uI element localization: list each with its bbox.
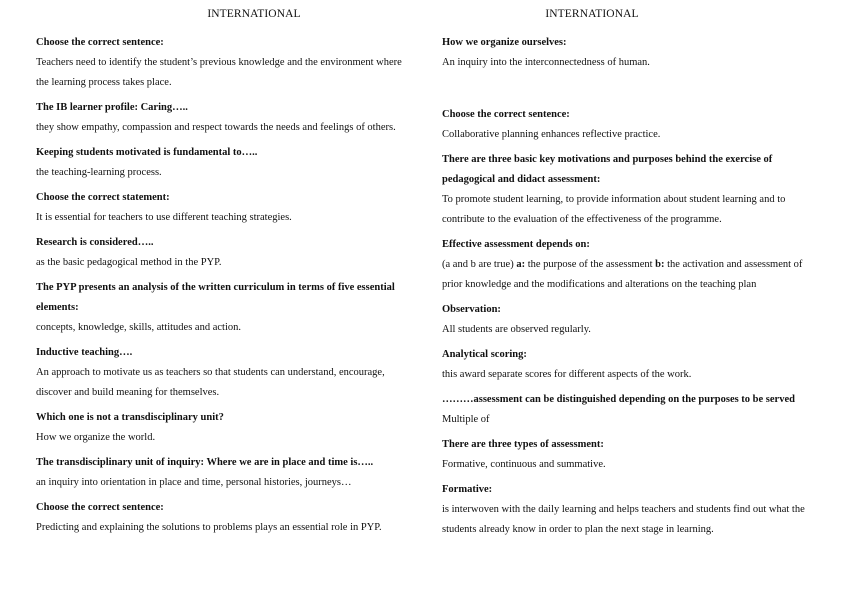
- answer-text: concepts, knowledge, skills, attitudes and action.: [36, 322, 241, 333]
- answer-text: How we organize the world.: [36, 432, 156, 443]
- question-text: Analytical scoring:: [442, 349, 527, 360]
- answer-text: [442, 255, 822, 295]
- question-text: There are three basic key motivations and purposes behind the exercise of pedagogical and didact assessment:: [442, 154, 773, 185]
- question-text: Which one is not a transdisciplinary unit?: [36, 412, 224, 423]
- answer-text: All students are observed regularly.: [442, 324, 591, 335]
- qa-item: [36, 408, 416, 448]
- answer-text: Predicting and explaining the solutions to problems plays an essential role in PYP.: [36, 522, 382, 533]
- question-text: How we organize ourselves:: [442, 37, 567, 48]
- question-text: Choose the correct sentence:: [36, 37, 164, 48]
- qa-item: [36, 453, 416, 493]
- answer-text: Teachers need to identify the student’s previous knowledge and the environment where the learning process takes place.: [36, 57, 402, 88]
- qa-item: [442, 150, 822, 230]
- qa-item: [36, 278, 416, 338]
- question-text: Keeping students motivated is fundamental to…..: [36, 147, 258, 158]
- spacer: [442, 78, 822, 105]
- qa-item: [442, 390, 822, 430]
- qa-item: [442, 480, 822, 540]
- right-page: [442, 0, 822, 599]
- qa-item: [36, 233, 416, 273]
- qa-item: [36, 143, 416, 183]
- question-text: Inductive teaching….: [36, 347, 133, 358]
- answer-text: An inquiry into the interconnectedness of human.: [442, 57, 650, 68]
- qa-item: [36, 188, 416, 228]
- answer-text: is interwoven with the daily learning and helps teachers and students find out what the students already know in order to plan the next stage in learning.: [442, 504, 805, 535]
- answer-text: Multiple of: [442, 414, 490, 425]
- page-header: INTERNATIONAL: [545, 8, 639, 20]
- answer-text: they show empathy, compassion and respect towards the needs and feelings of others.: [36, 122, 396, 133]
- qa-item: [36, 343, 416, 403]
- option-b-text: the activation and assessment of prior knowledge and the modifications and alterations on the teaching plan: [442, 259, 803, 290]
- qa-item: [442, 435, 822, 475]
- left-page: [36, 0, 416, 599]
- qa-item: [442, 105, 822, 145]
- question-text: Choose the correct sentence:: [36, 502, 164, 513]
- option-a-text: the purpose of the assessment: [525, 259, 656, 270]
- qa-item: [36, 498, 416, 538]
- qa-item: [442, 33, 822, 73]
- qa-list: [36, 33, 416, 543]
- question-text: Formative:: [442, 484, 493, 495]
- answer-text: Formative, continuous and summative.: [442, 459, 606, 470]
- answer-text: the teaching-learning process.: [36, 167, 162, 178]
- answer-text: Collaborative planning enhances reflective practice.: [442, 129, 661, 140]
- answer-text: To promote student learning, to provide information about student learning and to contribute to the evaluation of the effectiveness of the programme.: [442, 194, 786, 225]
- qa-item: [442, 235, 822, 295]
- question-text: Research is considered…..: [36, 237, 154, 248]
- qa-item: [442, 300, 822, 340]
- answer-text: It is essential for teachers to use different teaching strategies.: [36, 212, 292, 223]
- qa-item: [36, 33, 416, 93]
- qa-item: [442, 345, 822, 385]
- question-text: The IB learner profile: Caring…..: [36, 102, 188, 113]
- answer-text: an inquiry into orientation in place and time, personal histories, journeys…: [36, 477, 352, 488]
- answer-text: An approach to motivate us as teachers so that students can understand, encourage, discover and build meaning for themselves.: [36, 367, 385, 398]
- question-text: ………assessment can be distinguished depending on the purposes to be served: [442, 394, 795, 405]
- question-text: There are three types of assessment:: [442, 439, 604, 450]
- question-text: The PYP presents an analysis of the written curriculum in terms of five essential elements:: [36, 282, 395, 313]
- question-text: Choose the correct sentence:: [442, 109, 570, 120]
- qa-list: [442, 33, 822, 545]
- question-text: The transdisciplinary unit of inquiry: Where we are in place and time is…..: [36, 457, 374, 468]
- answer-prefix: (a and b are true): [442, 259, 517, 270]
- page-header: INTERNATIONAL: [207, 8, 301, 20]
- question-text: Effective assessment depends on:: [442, 239, 590, 250]
- question-text: Choose the correct statement:: [36, 192, 170, 203]
- answer-text: as the basic pedagogical method in the PYP.: [36, 257, 222, 268]
- qa-item: [36, 98, 416, 138]
- question-text: Observation:: [442, 304, 501, 315]
- answer-text: this award separate scores for different aspects of the work.: [442, 369, 692, 380]
- option-a-label: a:: [516, 259, 526, 270]
- option-b-label: b:: [655, 259, 665, 270]
